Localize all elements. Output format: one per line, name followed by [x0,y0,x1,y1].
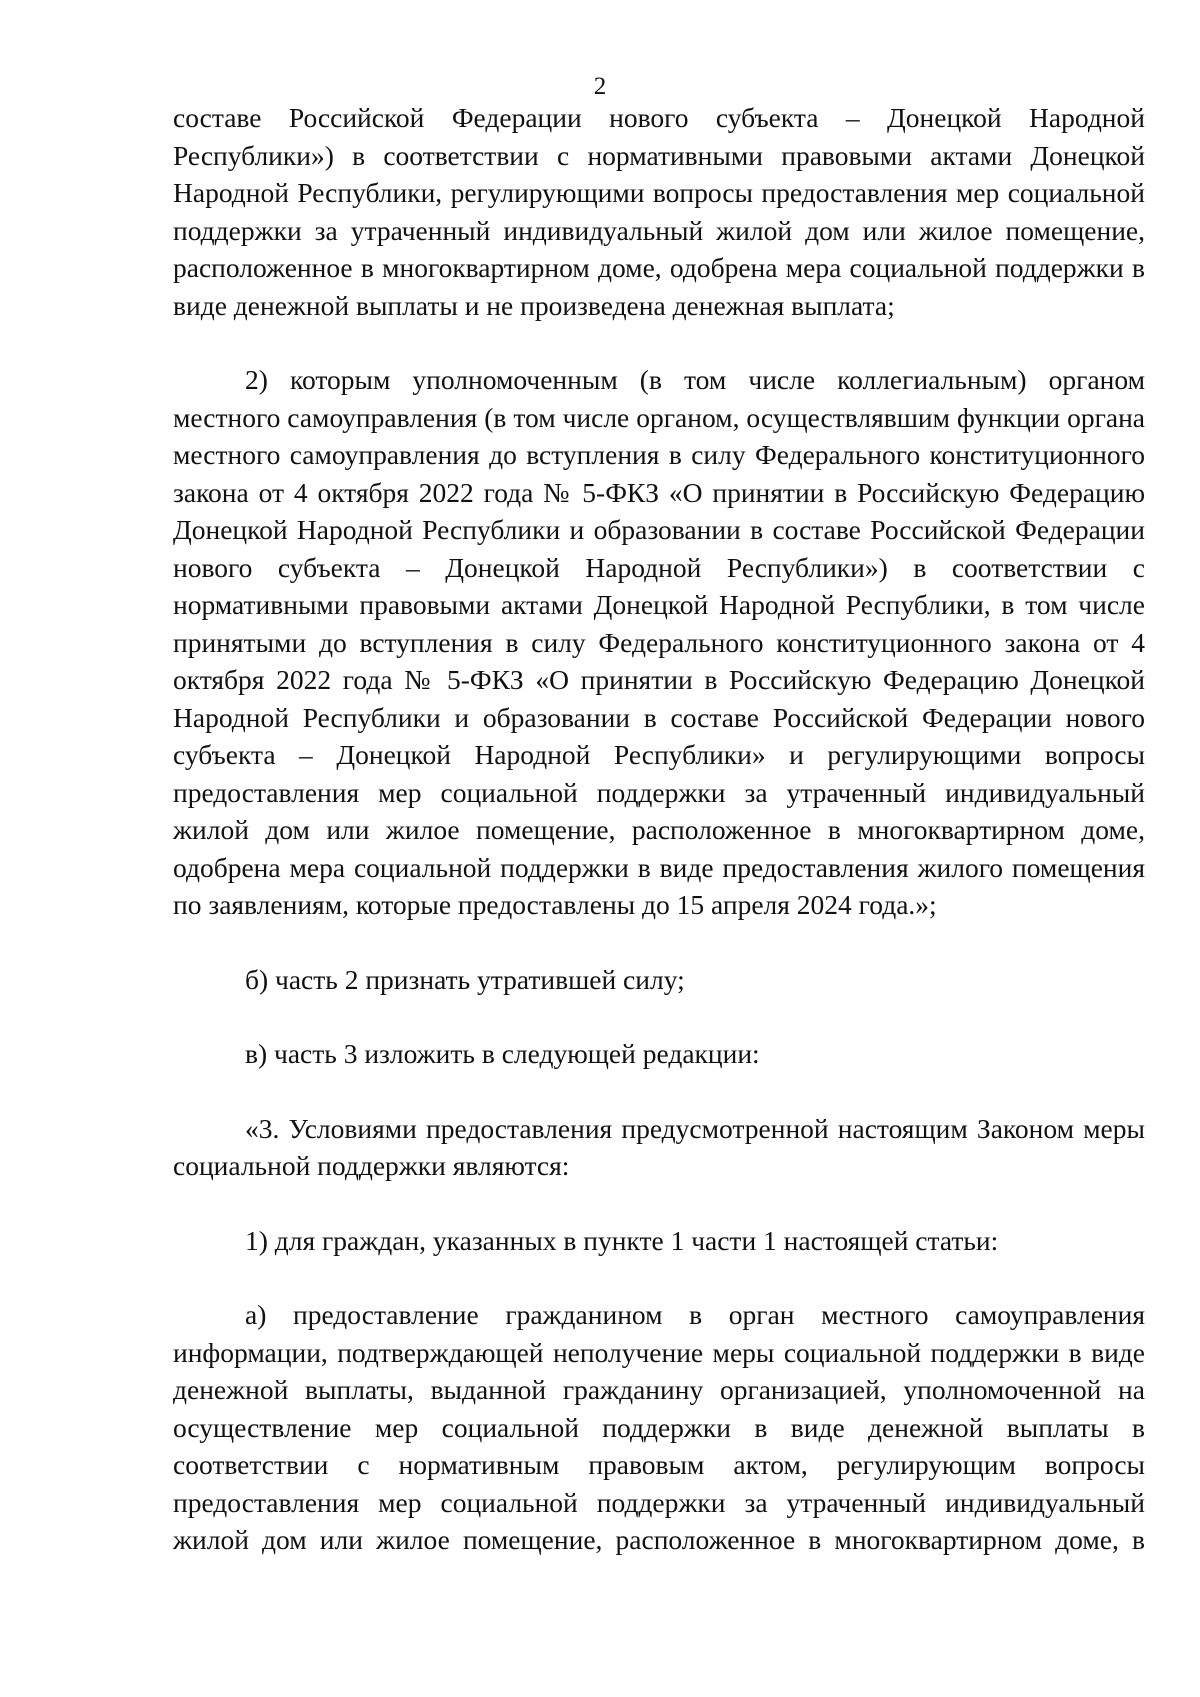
paragraph-part-3: «3. Условиями предоставления предусмотренной настоящим Законом меры социальной поддержки являются: [173,1112,1145,1181]
paragraph-item-b: б) часть 2 признать утратившей силу; [245,963,685,995]
document-body [173,99,1145,1559]
paragraph-subitem-1: 1) для граждан, указанных в пункте 1 части 1 настоящей статьи: [245,1224,999,1256]
page-number: 2 [593,73,607,100]
paragraph-continuation: составе Российской Федерации нового субъекта – Донецкой Народной Республики») в соответствии с нормативными правовыми актами Донецкой Народной Республики, регулирующими вопросы предоставления мер социальной поддержки за утраченный индивидуальный жилой дом или жилое помещение, расположенное в многоквартирном доме, одобрена мера социальной поддержки в виде денежной выплаты и не произведена денежная выплата; [173,102,1145,321]
paragraph-item-2: 2) которым уполномоченным (в том числе коллегиальным) органом местного самоуправления (в том числе органом, осуществлявшим функции органа местного самоуправления до вступления в силу Федерального конституционного закона от 4 октября 2022 года № 5-ФКЗ «О принятии в Российскую Федерацию Донецкой Народной Республики и образовании в составе Российской Федерации нового субъекта – Донецкой Народной Республики») в соответствии с нормативными правовыми актами Донецкой Народной Республики, в том числе принятыми до вступления в силу Федерального конституционного закона от 4 октября 2022 года № 5-ФКЗ «О принятии в Российскую Федерацию Донецкой Народной Республики и образовании в составе Российской Федерации нового субъекта – Донецкой Народной Республики» и регулирующими вопросы предоставления мер социальной поддержки за утраченный индивидуальный жилой дом или жилое помещение, расположенное в многоквартирном доме, одобрена мера социальной поддержки в виде предоставления жилого помещения по заявлениям, которые предоставлены до 15 апреля 2024 года.»; [173,364,1145,920]
paragraph-item-v: в) часть 3 изложить в следующей редакции: [245,1038,760,1069]
paragraph-subitem-a: а) предоставление гражданином в орган местного самоуправления информации, подтверждающей неполучение меры социальной поддержки в виде денежной выплаты, выданной гражданину организацией, уполномоченной на осуществление мер социальной поддержки в виде денежной выплаты в соответствии с нормативным правовым актом, регулирующим вопросы предоставления мер социальной поддержки за утраченный индивидуальный жилой дом или жилое помещение, расположенное в многоквартирном доме, в [173,1299,1145,1555]
